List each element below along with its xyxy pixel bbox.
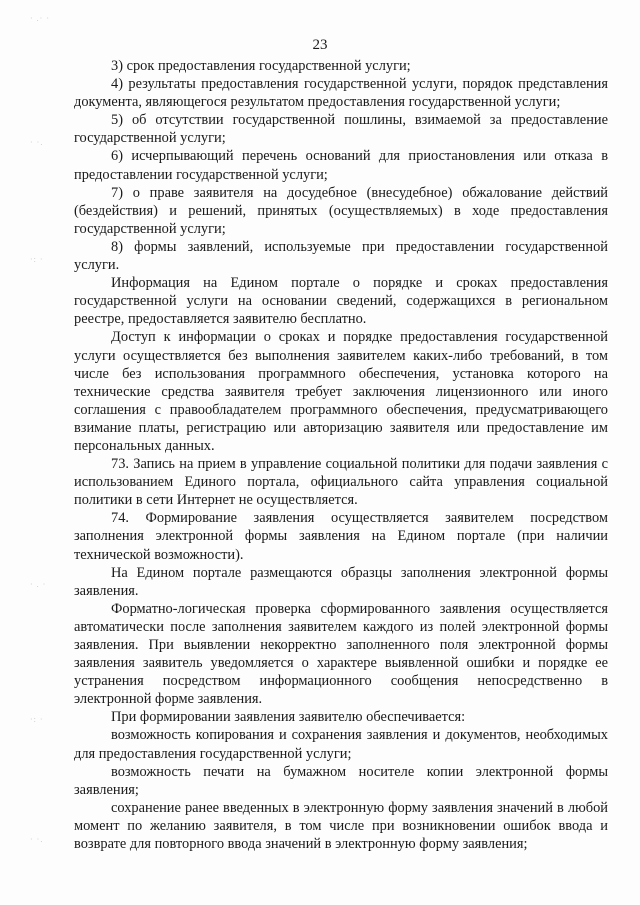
list-item-print: возможность печати на бумажном носителе копии электронной формы заявления; xyxy=(74,763,608,798)
scan-margin-artifact: ·: · xyxy=(30,715,44,724)
list-item-appeal: 7) о праве заявителя на досудебное (внесудебное) обжалование действий (бездействия) и решений, принятых (осуществляемых) в ходе предоставления государственной услуги; xyxy=(74,184,608,237)
list-item-term: 3) срок предоставления государственной услуги; xyxy=(111,58,411,74)
paragraph-74: 74. Формирование заявления осуществляется заявителем посредством заполнения электронной формы заявления на Едином портале (при наличии технической возможности). xyxy=(74,510,608,563)
page-number: 23 xyxy=(312,37,328,53)
paragraph-provided: При формировании заявления заявителю обеспечивается: xyxy=(111,709,466,726)
paragraph-samples: На Едином портале размещаются образцы заполнения электронной формы заявления. xyxy=(74,564,608,599)
paragraph-portal-info: Информация на Едином портале о порядке и сроках предоставления государственной услуги на основании сведений, содержащихся в региональном реестре, предоставляется заявителю бесплатно. xyxy=(74,275,608,328)
paragraph-access: Доступ к информации о сроках и порядке предоставления государственной услуги осуществляется без выполнения заявителем каких-либо требований, в том числе без использования программного обеспечения, установка которого на технические средства заявителя требует заключения лицензионного или иного соглашения с правообладателем программного обеспечения, предусматривающего взимание платы, регистрацию или авторизацию заявителя или предоставление им персональных данных. xyxy=(74,329,608,454)
scan-margin-artifact: · .· · xyxy=(30,14,50,23)
list-item-forms: 8) формы заявлений, используемые при предоставлении государственной услуги. xyxy=(74,238,608,274)
document-body xyxy=(74,57,608,853)
paragraph-73: 73. Запись на прием в управление социальной политики для подачи заявления с использованием Единого портала, официального сайта управления социальной политики в сети Интернет не осуществляется. xyxy=(74,456,608,509)
list-item-copy: возможность копирования и сохранения заявления и документов, необходимых для предоставления государственной услуги; xyxy=(74,727,608,762)
list-item-save: сохранение ранее введенных в электронную форму заявления значений в любой момент по желанию заявителя, в том числе при возникновении ошибок ввода и возврате для повторного ввода значений в электронную форму заявления; xyxy=(74,799,608,853)
scan-margin-artifact: ·: · xyxy=(30,255,44,264)
list-item-fee: 5) об отсутствии государственной пошлины, взимаемой за предоставление государственной услуги; xyxy=(74,112,608,147)
list-item-grounds: 6) исчерпывающий перечень оснований для приостановления или отказа в предоставлении государственной услуги; xyxy=(74,148,608,183)
scan-margin-artifact: · ·. xyxy=(30,138,44,147)
scan-margin-artifact: · . · xyxy=(30,580,47,589)
paragraph-validation: Форматно-логическая проверка сформированного заявления осуществляется автоматически после заполнения заявителем каждого из полей электронной формы заявления. При выявлении некорректно заполненного поля электронной формы заявления заявитель уведомляется о характере выявленной ошибки и порядке ее устранения посредством информационного сообщения непосредственно в электронной форме заявления. xyxy=(74,600,608,708)
scan-margin-artifact: · ·. xyxy=(30,835,44,844)
list-item-results: 4) результаты предоставления государственной услуги, порядок представления документа, являющегося результатом предоставления государственной услуги; xyxy=(74,76,608,111)
